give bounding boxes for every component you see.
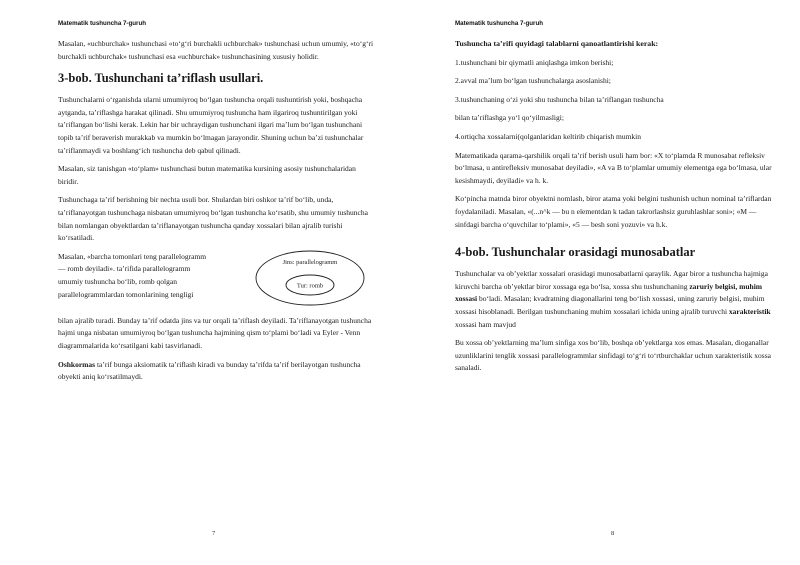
paragraph: Masalan, siz tanishgan «to‘plam» tushunchasi butun matematika kursining asosiy tushunchalaridan biridir.	[58, 164, 356, 186]
requirement-number: 3.	[455, 94, 461, 104]
requirement-text: avval ma’lum bo‘lgan tushunchalarga asoslanishi;	[460, 76, 611, 86]
genus-label: Jins: parallelogramm	[282, 258, 338, 266]
chapter-heading: 4-bob. Tushunchalar orasidagi munosabatlar	[455, 245, 696, 260]
example-line: Masalan, «barcha tomonlari teng parallelogramm	[58, 251, 207, 261]
bold-term: zaruriy belgisi, muhim xossasi	[455, 281, 763, 304]
left-page-content	[58, 38, 374, 390]
requirement-item	[455, 131, 773, 144]
species-label: Tur: romb	[296, 282, 324, 290]
example-text	[58, 251, 258, 301]
paragraph-text: Tushunchalar va ob’yektlar xossalari orasidagi munosabatlarni qaraylik. Agar biror a tushuncha hajmiga kiruvchi barcha ob’yektlar biror xossaga ega bo‘lsa, xossa shu tushunchaning	[455, 269, 768, 291]
paragraph	[455, 268, 773, 331]
running-header: Matematik tushuncha 7-guruh	[58, 20, 147, 27]
right-page-content	[455, 38, 773, 381]
page-number: 7	[212, 530, 216, 537]
paragraph: Tushunchalarni o‘rganishda ularni umumiyroq bo‘lgan tushuncha orqali tushuntirish yoki, boshqacha aytganda, ta’riflashga harakat qilinadi. Shu umumiyroq tushuncha ham ilgariroq tushuntirilgan yoki ta’riflangan bo‘lishi kerak. Lekin har bir uchraydigan tushunchani ilgari ma’lum bo‘lgan tushunchani topib ta’rif beraverish murakkab va mumkin bo‘lmagan jarayondir. Shuning uchun ba’zi tushunchalar ta’riflanmaydi va boshlang‘ich tushuncha deb qabul qilinadi.	[58, 95, 364, 155]
chapter-heading: 3-bob. Tushunchani ta’riflash usullari.	[58, 71, 264, 86]
requirement-text: tushunchani bir qiymatli aniqlashga imkon berishi;	[460, 57, 614, 67]
example-with-diagram	[58, 251, 374, 315]
paragraph: Tushunchaga ta’rif berishning bir nechta usuli bor. Shulardan biri oshkor ta’rif bo‘lib, unda, ta’riflanayotgan tushunchaga nisbatan umumiyroq bo‘lgan tushuncha ko‘rsatib, shu umumiy tushuncha bilan nomlangan obyektlardan ta’riflanayotgan tushuncha qanday xossalari bilan ajralib turishi ko‘rsatiladi.	[58, 195, 368, 243]
paragraph-text: xossasi ham mavjud	[455, 319, 516, 329]
paragraph-text: ta’rif bunga aksiomatik ta’riflash kiradi va bunday ta’rifda ta’rif berilayotgan tushuncha obyekti aniq ko‘rsatilmaydi.	[58, 359, 361, 382]
example-line: parallelogrammlardan tomonlarining tengligi	[58, 289, 194, 299]
requirement-item	[455, 94, 773, 107]
requirement-number: 4.	[455, 131, 461, 141]
paragraph-text: bo‘ladi. Masalan; kvadratning diagonallarini teng bo‘lish xossasi, uning zaruriy belgisi, muhim xossasi hisoblanadi. Berilgan tushunchaning muhim xossalari ichida uning ajralib turuvchi	[455, 294, 765, 316]
bold-term: Oshkormas	[58, 359, 96, 369]
requirement-item	[455, 57, 773, 70]
example-line: umumiy tushuncha bo‘lib, romb qolgan	[58, 276, 177, 286]
requirements-title: Tushuncha ta’rifi quyidagi talablarni qanoatlantirishi kerak:	[455, 39, 659, 48]
requirement-item-continued: bilan ta’riflashga yo‘l qo‘yilmasligi;	[455, 113, 564, 123]
paragraph: Ko‘pincha matnda biror obyektni nomlash, biror atama yoki belgini tushunish uchun nominal ta’riflardan foydalaniladi. Masalan, «(...n^k — bu n elementdan k tadan takrorlashsiz guruhlashlar soni»; «M — sinfdagi barcha o‘quvchilar to‘plami», «5 — besh soni yozuvi» va h.k.	[455, 194, 772, 229]
requirement-number: 2.	[455, 76, 461, 86]
paragraph: Bu xossa ob’yektlarning ma’lum sinfiga xos bo‘lib, boshqa ob’yektlarga xos emas. Masalan, dioganallar uzunliklarini tenglik xossasi parallelogrammlar sinfidagi to‘g‘ri to‘rtburchaklar uchun xarakteristik xossa sanaladi.	[455, 338, 771, 373]
right-page	[400, 0, 800, 565]
paragraph	[58, 359, 374, 384]
paragraph: bilan ajralib turadi. Bunday ta’rif odatda jins va tur orqali ta’riflash deyiladi. Ta’riflanayotgan tushuncha hajmi unga nisbatan umumiyroq bo‘lgan tushuncha hajmining qism to‘plami bo‘ladi va Eyler - Venn diagrammalarida ko‘rsatilgani kabi tasvirlanadi.	[58, 315, 372, 350]
requirement-number: 1.	[455, 57, 461, 67]
bold-term: xarakteristik	[728, 306, 771, 316]
intro-paragraph: Masalan, «uchburchak» tushunchasi «to‘g‘ri burchakli uchburchak» tushunchasi uchun umumiy, «to‘g‘ri burchakli uchburchak» tushunchasi esa «uchburchak» tushunchasining xususiy holidir.	[58, 39, 374, 61]
running-header: Matematik tushuncha 7-guruh	[455, 20, 544, 27]
paragraph: Matematikada qarama-qarshilik orqali ta’rif berish usuli ham bor: «X to‘plamda R munosabat refleksiv bo‘lmasa, u antirefleksiv munosabat deyiladi», «A va B to‘plamlar umumiy elementga ega bo‘lmasa, ular kesishmaydi, deyiladi» va h. k.	[455, 150, 772, 185]
requirement-text: ortiqcha xossalarni(qolganlaridan keltirib chiqarish mumkin	[460, 131, 641, 141]
requirement-text: tushunchaning o‘zi yoki shu tushuncha bilan ta’riflangan tushuncha	[460, 94, 664, 104]
example-line: — romb deyiladi». ta’rifida parallelogramm	[58, 264, 191, 274]
euler-venn-diagram	[254, 249, 366, 307]
page-number: 8	[611, 530, 615, 537]
requirement-item	[455, 75, 773, 88]
